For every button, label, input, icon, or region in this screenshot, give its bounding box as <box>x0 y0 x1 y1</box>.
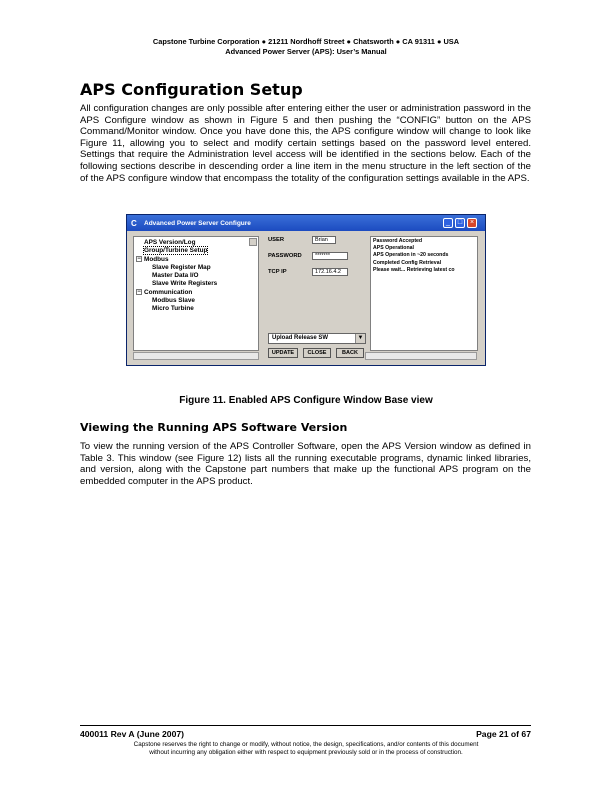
tree-item-slave-write-registers[interactable]: Slave Write Registers <box>152 280 218 288</box>
maximize-icon[interactable]: □ <box>455 218 465 228</box>
footer-divider <box>80 725 531 726</box>
tcpip-label: TCP IP <box>268 269 287 275</box>
tree-item-micro-turbine[interactable]: Micro Turbine <box>152 305 194 313</box>
chevron-down-icon[interactable]: ▼ <box>355 334 365 343</box>
log-line: APS Operational <box>373 245 414 252</box>
log-horizontal-scrollbar[interactable] <box>365 352 477 360</box>
footer-note: Capstone reserves the right to change or modify, without notice, the design, specifications, and/or contents of this document without incurring any obligation either with respect to equipment previously sold or in the process of construction. <box>133 741 479 757</box>
header-line-2: Advanced Power Server (APS): User’s Manual <box>225 47 387 56</box>
config-tree <box>133 236 259 351</box>
action-dropdown[interactable] <box>268 333 366 344</box>
password-input[interactable]: ******* <box>312 252 348 260</box>
subsection-title: Viewing the Running APS Software Version <box>80 421 348 434</box>
header-line-1: Capstone Turbine Corporation ● 21211 Nordhoff Street ● Chatsworth ● CA 91311 ● USA <box>152 37 460 46</box>
password-label: PASSWORD <box>268 253 302 259</box>
dropdown-value: Upload Release SW <box>272 335 329 341</box>
update-button[interactable]: UPDATE <box>268 348 298 358</box>
tree-item-modbus[interactable]: − Modbus <box>137 255 169 263</box>
tree-item-communication[interactable]: − Communication <box>137 288 193 296</box>
collapse-icon[interactable]: − <box>137 289 141 296</box>
close-icon[interactable]: × <box>467 218 477 228</box>
log-line: Completed Config Retrieval <box>373 259 442 266</box>
user-label: USER <box>268 237 285 243</box>
minimize-icon[interactable]: _ <box>443 218 453 228</box>
log-line: APS Operation in ~20 seconds <box>373 252 449 259</box>
page-header <box>0 37 612 57</box>
document-id: 400011 Rev A (June 2007) <box>80 729 184 739</box>
user-input[interactable]: Brian <box>312 236 336 244</box>
status-log <box>370 236 478 351</box>
tree-item-aps-version-log[interactable]: APS Version/Log <box>144 239 196 246</box>
tree-item-modbus-slave[interactable]: Modbus Slave <box>152 297 195 305</box>
figure-caption: Figure 11. Enabled APS Configure Window Base view <box>179 395 433 406</box>
close-button[interactable]: CLOSE <box>303 348 331 358</box>
page-number: Page 21 of 67 <box>476 729 531 739</box>
tcpip-input[interactable]: 172.16.4.2 <box>312 268 348 276</box>
app-icon: C <box>131 218 137 228</box>
section-body: All configuration changes are only possible after entering either the user or administration password in the APS Configure window as shown in Figure 5 and then pushing the “CONFIG” button on the APS Command/Monitor window. Once you have done this, the APS configure window will change to look like Figure 11, allowing you to select and modify certain settings based on the password level entered. Settings that require the Administration level access will be identified in the sections below. Each of the following sections describe in descending order a line item in the menu structure in the left section of the of the APS configure window that encompass the totality of the configuration settings available in the APS. <box>80 103 531 184</box>
scroll-arrow-icon[interactable] <box>249 238 257 246</box>
log-line: Password Accepted <box>373 238 423 244</box>
tree-item-slave-register-map[interactable]: Slave Register Map <box>152 263 211 271</box>
aps-configure-window <box>126 214 486 366</box>
tree-horizontal-scrollbar[interactable] <box>133 352 259 360</box>
tree-item-group-turbine-setup[interactable]: Group/Turbine Setup <box>144 247 208 255</box>
window-titlebar <box>127 215 485 231</box>
tree-item-master-data-io[interactable]: Master Data I/O <box>152 272 199 280</box>
window-title: Advanced Power Server Configure <box>144 219 251 227</box>
section-title: APS Configuration Setup <box>80 80 303 99</box>
collapse-icon[interactable]: − <box>137 255 141 262</box>
log-line: Please wait... Retrieving latest co <box>373 266 455 273</box>
back-button[interactable]: BACK <box>336 348 364 358</box>
subsection-body: To view the running version of the APS Controller Software, open the APS Version window as defined in Table 3. This window (see Figure 12) lists all the running executable programs, dynamic linked libraries, and version, along with the Capstone part numbers that make up the functional APS program on the embedded computer in the APS product. <box>80 441 531 487</box>
